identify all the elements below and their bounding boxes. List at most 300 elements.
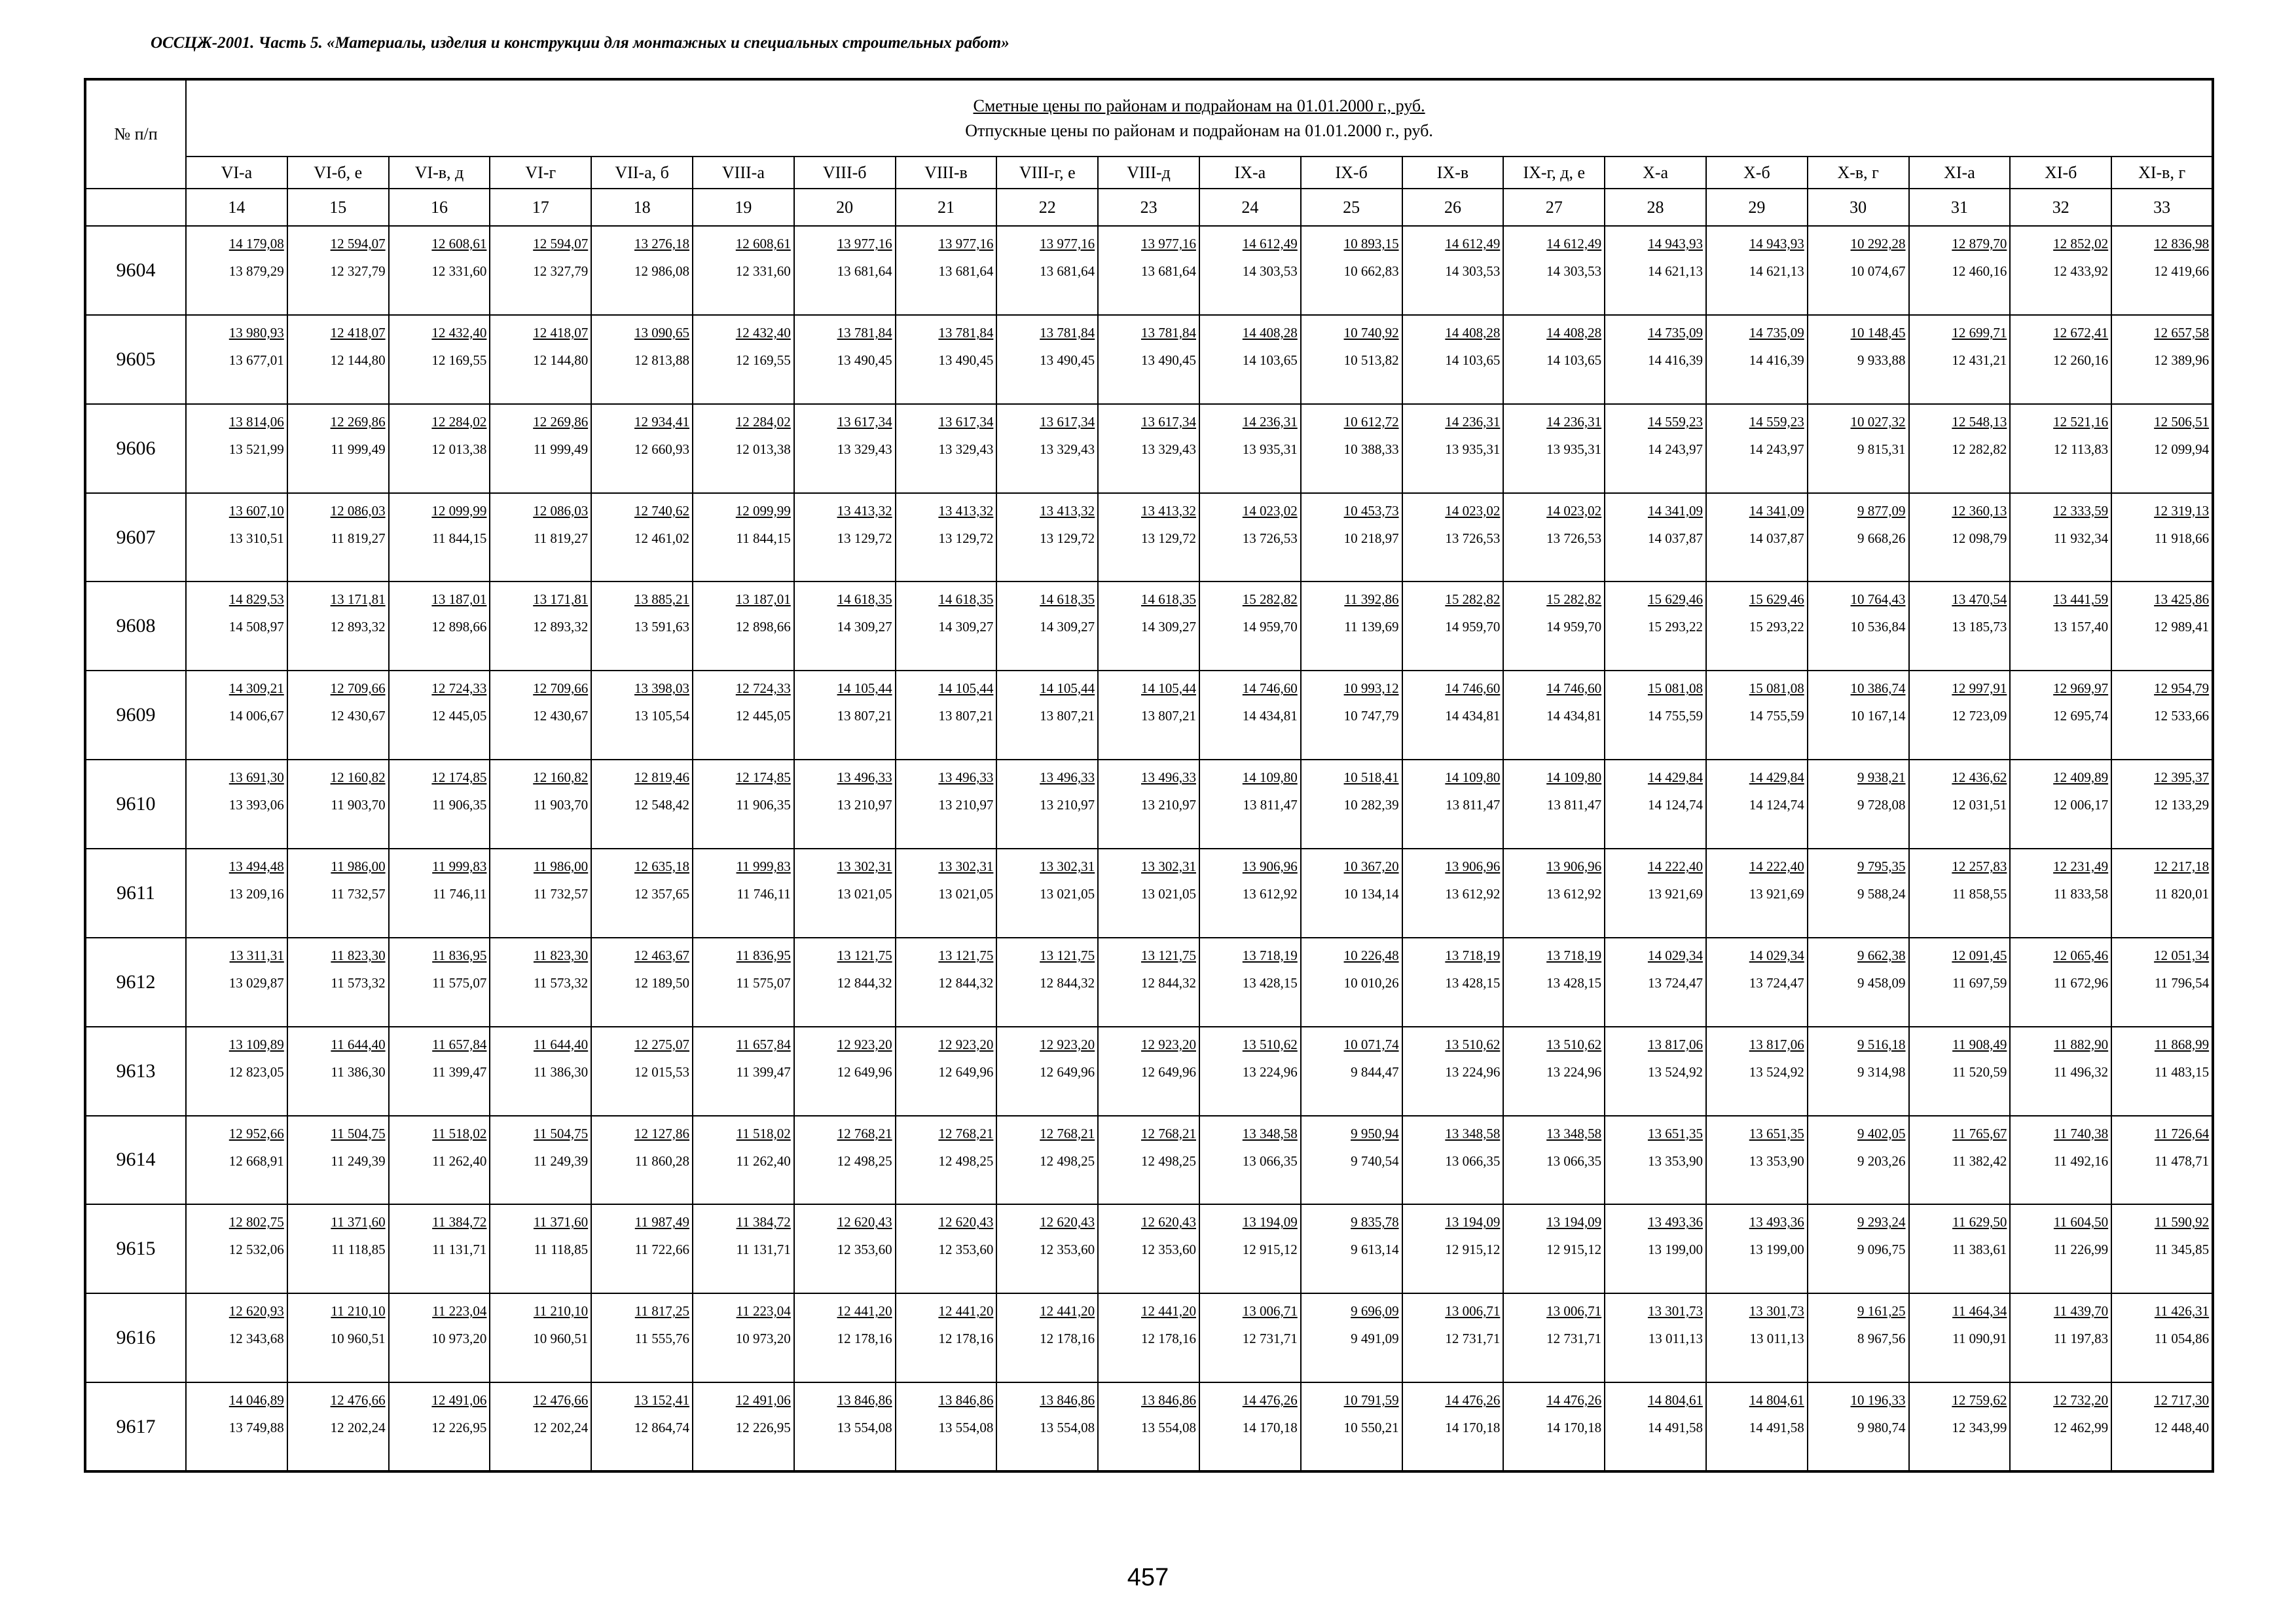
price-cell xyxy=(490,1027,591,1116)
release-price: 13 921,69 xyxy=(1749,885,1804,902)
price-cell xyxy=(794,849,896,938)
release-price: 13 105,54 xyxy=(634,708,689,724)
estimate-price: 12 086,03 xyxy=(330,502,386,519)
release-price: 12 893,32 xyxy=(330,619,386,635)
price-cell xyxy=(2010,849,2111,938)
price-cell xyxy=(186,760,287,849)
release-price: 10 167,14 xyxy=(1850,708,1906,724)
estimate-price: 13 187,01 xyxy=(735,591,791,608)
release-price: 13 129,72 xyxy=(938,530,994,546)
release-price: 10 747,79 xyxy=(1343,708,1399,724)
release-price: 15 293,22 xyxy=(1647,619,1703,635)
estimate-price: 14 309,21 xyxy=(228,680,284,697)
price-cell xyxy=(996,938,1098,1027)
price-cell xyxy=(490,760,591,849)
price-cell xyxy=(591,938,693,1027)
price-cell xyxy=(1301,315,1402,404)
price-cell xyxy=(1503,671,1605,760)
release-price: 13 129,72 xyxy=(1040,530,1095,546)
release-price: 13 066,35 xyxy=(1242,1153,1298,1169)
price-cell xyxy=(996,1382,1098,1471)
estimate-price: 15 282,82 xyxy=(1445,591,1501,608)
release-price: 9 613,14 xyxy=(1351,1242,1399,1258)
estimate-price: 10 791,59 xyxy=(1343,1392,1399,1409)
price-cell xyxy=(2111,404,2213,493)
release-price: 12 327,79 xyxy=(533,263,589,280)
estimate-price: 12 608,61 xyxy=(735,236,791,252)
release-price: 13 428,15 xyxy=(1546,974,1602,991)
price-cell xyxy=(1503,1116,1605,1205)
release-price: 14 103,65 xyxy=(1242,352,1298,368)
price-cell xyxy=(896,1027,997,1116)
price-cell xyxy=(1503,1293,1605,1382)
price-cell xyxy=(591,493,693,582)
title-row xyxy=(85,79,2213,157)
release-price: 13 199,00 xyxy=(1647,1242,1703,1258)
price-cell xyxy=(996,1204,1098,1293)
price-cell xyxy=(591,1382,693,1471)
estimate-price: 9 516,18 xyxy=(1857,1036,1906,1052)
row-number: 9613 xyxy=(85,1027,186,1116)
price-cell xyxy=(1909,1382,2011,1471)
release-price: 13 554,08 xyxy=(1040,1420,1095,1436)
release-price: 11 262,40 xyxy=(736,1153,791,1169)
release-price: 12 731,71 xyxy=(1242,1331,1298,1347)
table-row xyxy=(85,938,2213,1027)
release-price: 13 210,97 xyxy=(1040,797,1095,813)
release-price: 10 960,51 xyxy=(330,1331,386,1347)
table-title xyxy=(186,79,2213,157)
price-cell xyxy=(896,581,997,671)
estimate-price: 11 604,50 xyxy=(2053,1214,2109,1230)
release-price: 10 282,39 xyxy=(1343,797,1399,813)
release-price: 12 433,92 xyxy=(2053,263,2109,280)
price-cell xyxy=(2010,493,2111,582)
release-price: 14 303,53 xyxy=(1242,263,1298,280)
release-price: 11 399,47 xyxy=(736,1063,791,1080)
estimate-price: 13 510,62 xyxy=(1546,1036,1602,1052)
release-price: 12 649,96 xyxy=(938,1063,994,1080)
price-cell xyxy=(1503,1382,1605,1471)
price-cell xyxy=(1301,404,1402,493)
column-number: 29 xyxy=(1706,189,1808,226)
release-price: 12 353,60 xyxy=(1040,1242,1095,1258)
price-cell xyxy=(1605,226,1706,315)
release-price: 13 724,47 xyxy=(1647,974,1703,991)
estimate-price: 11 986,00 xyxy=(331,858,386,874)
estimate-price: 13 846,86 xyxy=(938,1392,994,1409)
price-cell xyxy=(693,1293,794,1382)
release-price: 12 445,05 xyxy=(735,708,791,724)
price-cell xyxy=(186,1293,287,1382)
price-cell xyxy=(1605,1293,1706,1382)
price-cell xyxy=(1605,938,1706,1027)
price-cell xyxy=(1605,1382,1706,1471)
estimate-price: 11 657,84 xyxy=(736,1036,791,1052)
release-price: 13 021,05 xyxy=(938,885,994,902)
price-cell xyxy=(1402,938,1504,1027)
price-cell xyxy=(1301,1204,1402,1293)
release-price: 13 612,92 xyxy=(1445,885,1501,902)
price-cell xyxy=(996,849,1098,938)
release-price: 13 021,05 xyxy=(1140,885,1196,902)
price-cell xyxy=(794,1116,896,1205)
release-price: 11 573,32 xyxy=(533,974,589,991)
release-price: 8 967,56 xyxy=(1857,1331,1906,1347)
estimate-price: 13 814,06 xyxy=(228,413,284,430)
estimate-price: 12 934,41 xyxy=(634,413,689,430)
estimate-price: 14 222,40 xyxy=(1647,858,1703,874)
estimate-price: 14 612,49 xyxy=(1445,236,1501,252)
release-price: 11 697,59 xyxy=(1952,974,2007,991)
release-price: 13 224,96 xyxy=(1445,1063,1501,1080)
price-cell xyxy=(794,1027,896,1116)
estimate-price: 14 618,35 xyxy=(837,591,892,608)
release-price: 11 796,54 xyxy=(2154,974,2210,991)
estimate-price: 10 518,41 xyxy=(1343,769,1399,786)
price-cell xyxy=(490,849,591,938)
release-price: 12 532,06 xyxy=(228,1242,284,1258)
release-price: 14 508,97 xyxy=(228,619,284,635)
price-cell xyxy=(591,1116,693,1205)
price-cell xyxy=(693,1382,794,1471)
estimate-price: 13 718,19 xyxy=(1242,947,1298,963)
estimate-price: 13 121,75 xyxy=(1040,947,1095,963)
release-price: 13 353,90 xyxy=(1749,1153,1804,1169)
release-price: 11 903,70 xyxy=(331,797,386,813)
release-price: 11 844,15 xyxy=(736,530,791,546)
release-price: 14 124,74 xyxy=(1749,797,1804,813)
estimate-price: 12 923,20 xyxy=(938,1036,994,1052)
release-price: 13 210,97 xyxy=(837,797,892,813)
price-cell xyxy=(1301,1116,1402,1205)
estimate-price: 13 510,62 xyxy=(1445,1036,1501,1052)
price-cell xyxy=(186,315,287,404)
price-cell xyxy=(2111,581,2213,671)
price-cell xyxy=(794,404,896,493)
price-cell xyxy=(1808,849,1909,938)
estimate-price: 14 105,44 xyxy=(938,680,994,697)
price-cell xyxy=(1199,404,1301,493)
estimate-price: 12 174,85 xyxy=(431,769,487,786)
estimate-price: 9 402,05 xyxy=(1857,1125,1906,1141)
price-cell xyxy=(389,581,490,671)
release-price: 13 129,72 xyxy=(1140,530,1196,546)
price-cell xyxy=(1706,493,1808,582)
estimate-price: 10 027,32 xyxy=(1850,413,1906,430)
estimate-price: 13 781,84 xyxy=(1040,324,1095,341)
release-price: 13 157,40 xyxy=(2053,619,2109,635)
column-number-blank xyxy=(85,189,186,226)
price-cell xyxy=(1605,849,1706,938)
estimate-price: 12 724,33 xyxy=(431,680,487,697)
column-number: 14 xyxy=(186,189,287,226)
release-price: 12 498,25 xyxy=(837,1153,892,1169)
estimate-price: 12 717,30 xyxy=(2154,1392,2210,1409)
release-price: 13 554,08 xyxy=(1140,1420,1196,1436)
release-price: 12 353,60 xyxy=(837,1242,892,1258)
release-price: 14 103,65 xyxy=(1546,352,1602,368)
release-price: 14 103,65 xyxy=(1445,352,1501,368)
estimate-price: 11 644,40 xyxy=(533,1036,589,1052)
estimate-price: 13 781,84 xyxy=(1140,324,1196,341)
region-header: VIII-а xyxy=(693,157,794,189)
estimate-price: 13 718,19 xyxy=(1445,947,1501,963)
release-price: 13 524,92 xyxy=(1647,1063,1703,1080)
release-price: 12 445,05 xyxy=(431,708,487,724)
estimate-price: 12 954,79 xyxy=(2154,680,2210,697)
estimate-price: 11 882,90 xyxy=(2053,1036,2109,1052)
price-cell xyxy=(1808,1116,1909,1205)
release-price: 13 811,47 xyxy=(1243,797,1298,813)
estimate-price: 13 152,41 xyxy=(634,1392,689,1409)
release-price: 14 243,97 xyxy=(1647,441,1703,457)
estimate-price: 12 620,43 xyxy=(1040,1214,1095,1230)
estimate-price: 14 105,44 xyxy=(1040,680,1095,697)
estimate-price: 13 413,32 xyxy=(938,502,994,519)
release-price: 12 331,60 xyxy=(735,263,791,280)
price-cell xyxy=(1605,671,1706,760)
release-price: 12 915,12 xyxy=(1445,1242,1501,1258)
price-cell xyxy=(1199,1293,1301,1382)
estimate-price: 13 977,16 xyxy=(1140,236,1196,252)
estimate-price: 13 398,03 xyxy=(634,680,689,697)
estimate-price: 11 740,38 xyxy=(2053,1125,2109,1141)
price-cell xyxy=(1605,1204,1706,1293)
price-cell xyxy=(490,1116,591,1205)
release-price: 13 726,53 xyxy=(1546,530,1602,546)
row-number: 9609 xyxy=(85,671,186,760)
price-cell xyxy=(591,1204,693,1293)
release-price: 12 031,51 xyxy=(1952,797,2007,813)
release-price: 12 357,65 xyxy=(634,885,689,902)
column-number: 27 xyxy=(1503,189,1605,226)
release-price: 12 343,99 xyxy=(1952,1420,2007,1436)
price-cell xyxy=(490,226,591,315)
release-price: 13 224,96 xyxy=(1546,1063,1602,1080)
row-number: 9614 xyxy=(85,1116,186,1205)
price-cell xyxy=(1503,581,1605,671)
estimate-price: 13 121,75 xyxy=(938,947,994,963)
release-price: 13 524,92 xyxy=(1749,1063,1804,1080)
release-price: 12 178,16 xyxy=(1040,1331,1095,1347)
column-number: 22 xyxy=(996,189,1098,226)
table-row xyxy=(85,1382,2213,1471)
estimate-price: 13 607,10 xyxy=(228,502,284,519)
release-price: 12 448,40 xyxy=(2154,1420,2210,1436)
price-cell xyxy=(896,849,997,938)
release-price: 12 915,12 xyxy=(1546,1242,1602,1258)
release-price: 10 973,20 xyxy=(735,1331,791,1347)
price-cell xyxy=(2010,1293,2111,1382)
release-price: 11 345,85 xyxy=(2154,1242,2210,1258)
estimate-price: 12 506,51 xyxy=(2154,413,2210,430)
row-number: 9606 xyxy=(85,404,186,493)
release-price: 13 029,87 xyxy=(228,974,284,991)
release-price: 13 066,35 xyxy=(1445,1153,1501,1169)
price-cell xyxy=(2111,760,2213,849)
table-row xyxy=(85,1027,2213,1116)
estimate-price: 14 612,49 xyxy=(1242,236,1298,252)
estimate-price: 11 504,75 xyxy=(331,1125,386,1141)
release-price: 13 310,51 xyxy=(228,530,284,546)
estimate-price: 13 494,48 xyxy=(228,858,284,874)
release-price: 13 011,13 xyxy=(1749,1331,1804,1347)
release-price: 14 170,18 xyxy=(1546,1420,1602,1436)
estimate-price: 13 617,34 xyxy=(837,413,892,430)
price-cell xyxy=(1909,226,2011,315)
price-cell xyxy=(1909,938,2011,1027)
row-number: 9617 xyxy=(85,1382,186,1471)
release-price: 12 864,74 xyxy=(634,1420,689,1436)
release-price: 12 731,71 xyxy=(1445,1331,1501,1347)
estimate-price: 12 441,20 xyxy=(938,1303,994,1320)
release-price: 13 185,73 xyxy=(1952,619,2007,635)
release-price: 12 498,25 xyxy=(1040,1153,1095,1169)
release-price: 11 478,71 xyxy=(2154,1153,2210,1169)
estimate-price: 11 836,95 xyxy=(736,947,791,963)
estimate-price: 12 395,37 xyxy=(2154,769,2210,786)
release-price: 13 677,01 xyxy=(228,352,284,368)
release-price: 12 461,02 xyxy=(634,530,689,546)
estimate-price: 12 709,66 xyxy=(533,680,589,697)
estimate-price: 14 559,23 xyxy=(1647,413,1703,430)
release-price: 13 490,45 xyxy=(1140,352,1196,368)
release-price: 11 139,69 xyxy=(1344,619,1399,635)
release-price: 12 649,96 xyxy=(1040,1063,1095,1080)
release-price: 9 815,31 xyxy=(1857,441,1906,457)
estimate-price: 13 302,31 xyxy=(837,858,892,874)
price-cell xyxy=(287,404,389,493)
release-price: 13 521,99 xyxy=(228,441,284,457)
price-cell xyxy=(2010,581,2111,671)
release-price: 11 819,27 xyxy=(533,530,589,546)
estimate-price: 13 171,81 xyxy=(330,591,386,608)
estimate-price: 11 384,72 xyxy=(432,1214,487,1230)
price-cell xyxy=(693,493,794,582)
region-header: IX-б xyxy=(1301,157,1402,189)
price-cell xyxy=(2111,1293,2213,1382)
region-header: XI-б xyxy=(2010,157,2111,189)
price-cell xyxy=(389,315,490,404)
release-price: 12 178,16 xyxy=(1140,1331,1196,1347)
estimate-price: 14 612,49 xyxy=(1546,236,1602,252)
release-price: 14 303,53 xyxy=(1445,263,1501,280)
release-price: 11 492,16 xyxy=(2053,1153,2109,1169)
price-cell xyxy=(591,760,693,849)
estimate-price: 13 846,86 xyxy=(1140,1392,1196,1409)
price-cell xyxy=(1503,404,1605,493)
price-cell xyxy=(794,671,896,760)
price-cell xyxy=(693,404,794,493)
price-cell xyxy=(1706,226,1808,315)
estimate-price: 12 672,41 xyxy=(2053,324,2109,341)
price-cell xyxy=(186,226,287,315)
estimate-price: 14 408,28 xyxy=(1546,324,1602,341)
price-cell xyxy=(389,1293,490,1382)
price-cell xyxy=(693,315,794,404)
price-cell xyxy=(1706,1204,1808,1293)
release-price: 12 113,83 xyxy=(2053,441,2109,457)
estimate-price: 12 065,46 xyxy=(2053,947,2109,963)
region-header: VIII-в xyxy=(896,157,997,189)
price-cell xyxy=(794,938,896,1027)
release-price: 12 893,32 xyxy=(533,619,589,635)
price-cell xyxy=(490,1382,591,1471)
price-cell xyxy=(1503,315,1605,404)
estimate-price: 14 804,61 xyxy=(1749,1392,1804,1409)
price-cell xyxy=(1402,1293,1504,1382)
release-price: 13 210,97 xyxy=(1140,797,1196,813)
estimate-price: 13 651,35 xyxy=(1749,1125,1804,1141)
estimate-price: 13 302,31 xyxy=(1040,858,1095,874)
price-cell xyxy=(1199,671,1301,760)
estimate-price: 14 105,44 xyxy=(1140,680,1196,697)
estimate-price: 14 341,09 xyxy=(1749,502,1804,519)
price-cell xyxy=(1301,226,1402,315)
release-price: 12 015,53 xyxy=(634,1063,689,1080)
price-cell xyxy=(186,938,287,1027)
release-price: 12 226,95 xyxy=(735,1420,791,1436)
estimate-price: 12 441,20 xyxy=(837,1303,892,1320)
estimate-price: 9 950,94 xyxy=(1351,1125,1399,1141)
column-number: 31 xyxy=(1909,189,2011,226)
estimate-price: 14 476,26 xyxy=(1546,1392,1602,1409)
release-price: 10 662,83 xyxy=(1343,263,1399,280)
price-cell xyxy=(1098,849,1199,938)
price-cell xyxy=(996,404,1098,493)
estimate-price: 12 491,06 xyxy=(735,1392,791,1409)
price-cell xyxy=(1402,1027,1504,1116)
release-price: 12 282,82 xyxy=(1952,441,2007,457)
estimate-price: 11 590,92 xyxy=(2154,1214,2210,1230)
price-cell xyxy=(287,581,389,671)
release-price: 9 740,54 xyxy=(1351,1153,1399,1169)
release-price: 13 329,43 xyxy=(1140,441,1196,457)
estimate-price: 14 236,31 xyxy=(1242,413,1298,430)
price-cell xyxy=(1199,849,1301,938)
release-price: 12 533,66 xyxy=(2154,708,2210,724)
price-cell xyxy=(693,1204,794,1293)
price-cell xyxy=(1909,1116,2011,1205)
estimate-price: 11 464,34 xyxy=(1952,1303,2007,1320)
release-price: 12 989,41 xyxy=(2154,619,2210,635)
region-header: VI-а xyxy=(186,157,287,189)
price-cell xyxy=(896,226,997,315)
price-cell xyxy=(389,849,490,938)
price-cell xyxy=(2111,938,2213,1027)
estimate-price: 13 348,58 xyxy=(1546,1125,1602,1141)
estimate-price: 13 311,31 xyxy=(229,947,284,963)
estimate-price: 13 617,34 xyxy=(1140,413,1196,430)
release-price: 12 013,38 xyxy=(735,441,791,457)
release-price: 9 458,09 xyxy=(1857,974,1906,991)
row-number: 9615 xyxy=(85,1204,186,1293)
estimate-price: 14 746,60 xyxy=(1242,680,1298,697)
price-cell xyxy=(591,404,693,493)
estimate-price: 14 618,35 xyxy=(1040,591,1095,608)
estimate-price: 11 629,50 xyxy=(1952,1214,2007,1230)
estimate-price: 11 999,83 xyxy=(736,858,791,874)
price-cell xyxy=(287,1204,389,1293)
release-price: 13 749,88 xyxy=(228,1420,284,1436)
estimate-price: 12 923,20 xyxy=(837,1036,892,1052)
release-price: 11 520,59 xyxy=(1952,1063,2007,1080)
release-price: 12 189,50 xyxy=(634,974,689,991)
release-price: 13 681,64 xyxy=(837,263,892,280)
estimate-price: 12 432,40 xyxy=(735,324,791,341)
release-price: 11 249,39 xyxy=(533,1153,589,1169)
